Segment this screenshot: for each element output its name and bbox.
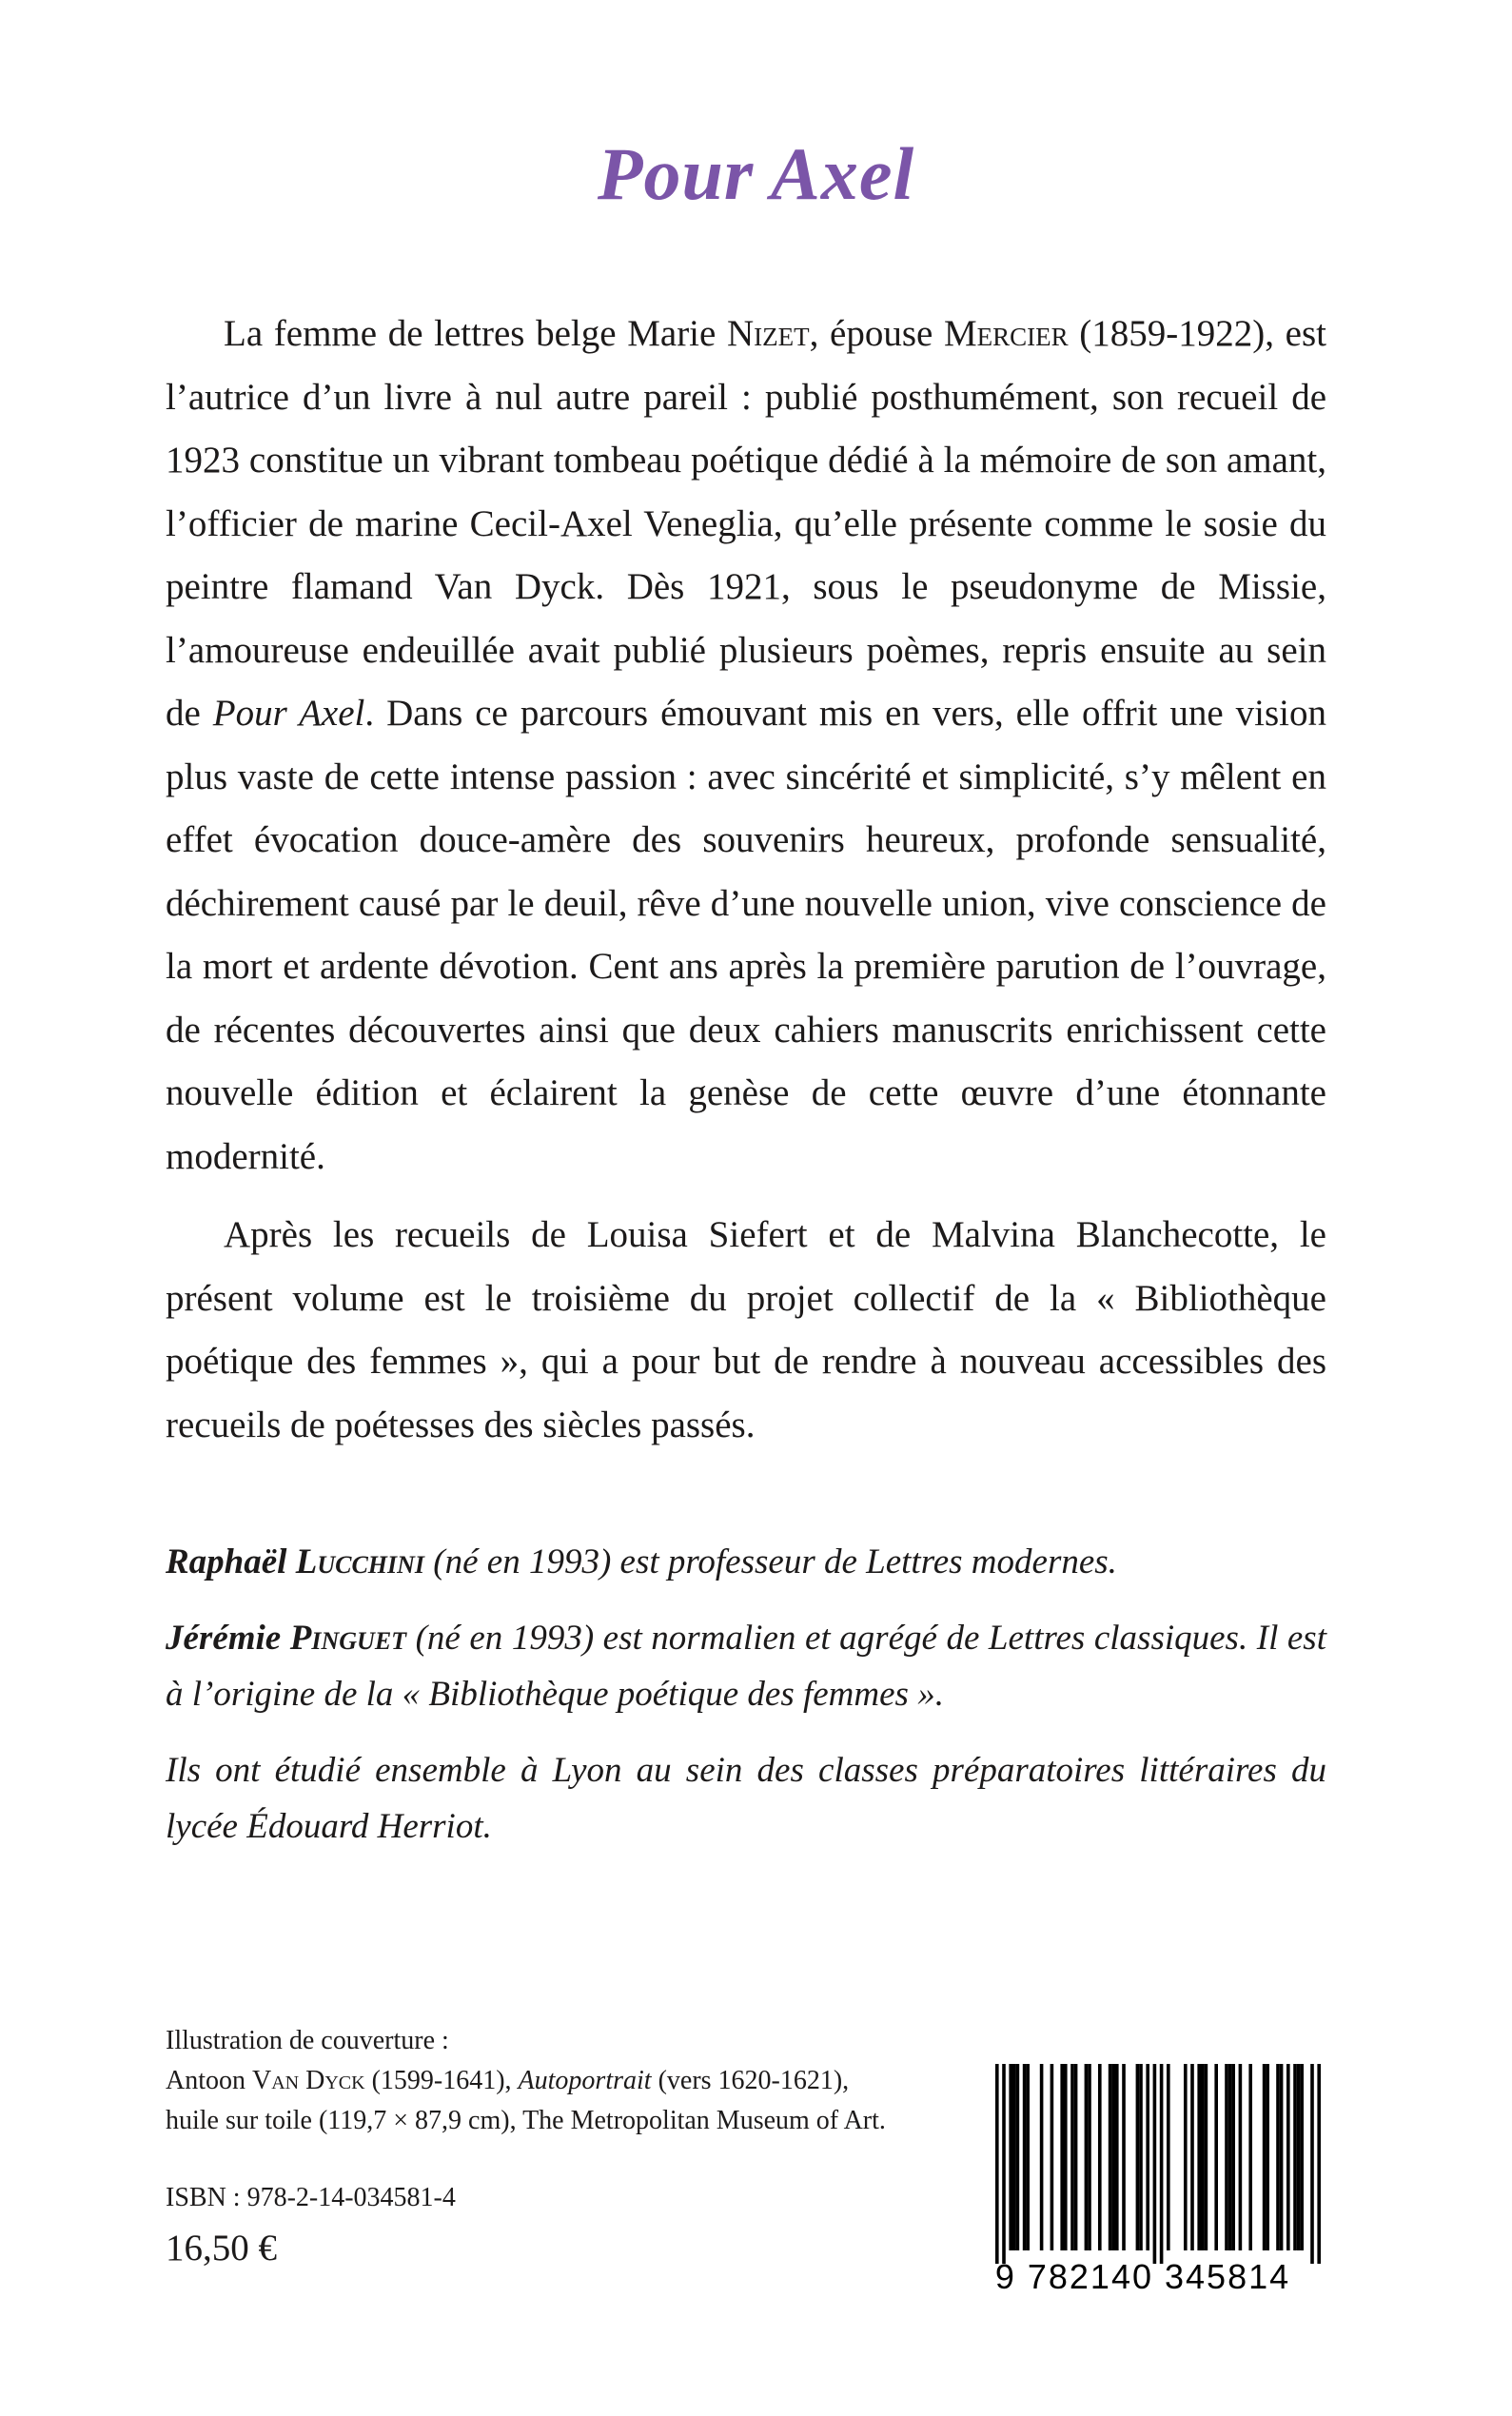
barcode-bar bbox=[1228, 2064, 1232, 2250]
barcode-bar bbox=[1225, 2064, 1228, 2250]
artwork-title: Autoportrait bbox=[518, 2066, 652, 2095]
barcode-bar bbox=[1040, 2064, 1044, 2250]
barcode-bar bbox=[1109, 2064, 1112, 2250]
barcode-bar bbox=[1074, 2064, 1078, 2250]
barcode-bar bbox=[1317, 2064, 1321, 2264]
barcode-bar bbox=[1051, 2064, 1054, 2250]
barcode-bar bbox=[1214, 2064, 1218, 2250]
artist-dates: (1599-1641), bbox=[364, 2066, 519, 2095]
barcode-bar bbox=[1300, 2064, 1304, 2250]
barcode-bar bbox=[1088, 2064, 1091, 2250]
barcode-bar bbox=[1184, 2064, 1188, 2250]
barcode-bar bbox=[1111, 2064, 1115, 2250]
barcode bbox=[965, 2064, 1321, 2292]
barcode-bar bbox=[1263, 2064, 1267, 2250]
barcode-bar bbox=[1098, 2064, 1102, 2250]
barcode-bar bbox=[1012, 2064, 1016, 2250]
artist-first-name: Antoon bbox=[166, 2066, 252, 2095]
price: 16,50 € bbox=[166, 2228, 277, 2269]
artist-last-name: Van Dyck bbox=[252, 2066, 365, 2095]
author-name-nizet: Nizet bbox=[726, 313, 810, 354]
barcode-bar bbox=[1276, 2064, 1280, 2250]
barcode-bar bbox=[1297, 2064, 1301, 2250]
barcode-bar bbox=[1016, 2064, 1020, 2250]
author-first-name: Raphaël bbox=[166, 1542, 296, 1581]
barcode-bar bbox=[1002, 2064, 1006, 2264]
author-bio-lucchini bbox=[166, 1534, 1326, 1590]
barcode-bar bbox=[1023, 2064, 1027, 2250]
barcode-bar bbox=[1160, 2064, 1164, 2264]
barcode-bar bbox=[1115, 2064, 1119, 2250]
author-bio-pinguet bbox=[166, 1610, 1326, 1722]
barcode-bar bbox=[1136, 2064, 1140, 2250]
barcode-bars bbox=[995, 2064, 1321, 2264]
barcode-bar bbox=[1139, 2064, 1143, 2250]
credits-artwork bbox=[166, 2061, 1003, 2101]
artwork-dates: (vers 1620-1621), bbox=[651, 2066, 850, 2095]
barcode-bar bbox=[1280, 2064, 1284, 2250]
barcode-bar bbox=[1201, 2064, 1205, 2250]
author-bios bbox=[166, 1534, 1326, 1875]
credits-medium: huile sur toile (119,7 × 87,9 cm), The Metropolitan Museum of Art. bbox=[166, 2106, 886, 2135]
barcode-bar bbox=[1064, 2064, 1068, 2250]
author-last-name: Pinguet bbox=[289, 1619, 407, 1658]
blurb-paragraph-1 bbox=[166, 303, 1326, 1188]
barcode-bar bbox=[995, 2064, 999, 2264]
blurb-text: , épouse bbox=[809, 313, 944, 354]
author-bio-text: (né en 1993) est professeur de Lettres modernes. bbox=[424, 1542, 1117, 1581]
barcode-bar bbox=[1122, 2064, 1126, 2250]
blurb-text: . Dans ce parcours émouvant mis en vers, elle offrit une vision plus vaste de cette intense passion : avec sincérité et simplicité, s’y mêlent en effet évocation douce-amère des souvenirs heureux, profonde sensualité, déchirement causé par le deuil, rêve d’une nouvelle union, vive conscience de la mort et ardente dévotion. Cent ans après la première parution de l’ouvrage, de récentes découvertes ainsi que deux cahiers manuscrits enrichissent cette nouvelle édition et éclairent la genèse de cette œuvre d’une étonnante modernité. bbox=[166, 693, 1326, 1177]
barcode-bar bbox=[1060, 2064, 1064, 2250]
barcode-bar bbox=[1009, 2064, 1012, 2250]
author-first-name: Jérémie bbox=[166, 1619, 290, 1658]
book-title: Pour Axel bbox=[597, 132, 915, 215]
barcode-bar bbox=[1085, 2064, 1089, 2250]
barcode-bar bbox=[1146, 2064, 1149, 2250]
book-title-inline: Pour Axel bbox=[212, 693, 365, 734]
barcode-bar bbox=[1248, 2064, 1252, 2250]
barcode-bar bbox=[1231, 2064, 1235, 2250]
barcode-bar bbox=[1239, 2064, 1243, 2250]
barcode-bar bbox=[1153, 2064, 1157, 2264]
barcode-bar bbox=[1266, 2064, 1269, 2250]
back-cover-blurb bbox=[166, 303, 1326, 1457]
barcode-bar bbox=[1167, 2064, 1170, 2250]
author-bio-text: (né en 1993) est normalien et agrégé de Lettres classiques. Il est à l’origine de la « Bibliothèque poétique des femmes ». bbox=[166, 1619, 1326, 1714]
blurb-text: (1859-1922), est l’autrice d’un livre à nul autre pareil : publié posthumément, son recueil de 1923 constitue un vibrant tombeau poétique dédié à la mémoire de son amant, l’officier de marine Cecil-Axel Veneglia, qu’elle présente comme le sosie du peintre flamand Van Dyck. Dès 1921, sous le pseudonyme de Missie, l’amoureuse endeuillée avait publié plusieurs poèmes, repris ensuite au sein de bbox=[166, 313, 1326, 734]
barcode-bar bbox=[1205, 2064, 1208, 2250]
blurb-text: La femme de lettres belge Marie bbox=[224, 313, 727, 354]
barcode-bar bbox=[1286, 2064, 1290, 2250]
barcode-bar bbox=[1070, 2064, 1074, 2250]
blurb-paragraph-2: Après les recueils de Louisa Siefert et de Malvina Blanchecotte, le présent volume est le troisième du projet collectif de la « Bibliothèque poétique des femmes », qui a pour but de rendre à nouveau accessibles des recueils de poétesses des siècles passés. bbox=[166, 1214, 1326, 1445]
barcode-bar bbox=[1293, 2064, 1297, 2250]
author-last-name: Lucchini bbox=[295, 1542, 425, 1581]
barcode-bar bbox=[1190, 2064, 1194, 2250]
author-name-mercier: Mercier bbox=[943, 313, 1069, 354]
barcode-bar bbox=[1310, 2064, 1314, 2264]
cover-illustration-credits bbox=[166, 2021, 1003, 2141]
authors-joint-bio: Ils ont étudié ensemble à Lyon au sein des classes préparatoires littéraires du lycée Édouard Herriot. bbox=[166, 1751, 1326, 1846]
barcode-bar bbox=[1197, 2064, 1201, 2250]
credits-heading: Illustration de couverture : bbox=[166, 2026, 449, 2055]
barcode-bar bbox=[1026, 2064, 1030, 2250]
isbn: ISBN : 978-2-14-034581-4 bbox=[166, 2183, 456, 2212]
barcode-digits: 9 782140 345814 bbox=[994, 2257, 1291, 2292]
